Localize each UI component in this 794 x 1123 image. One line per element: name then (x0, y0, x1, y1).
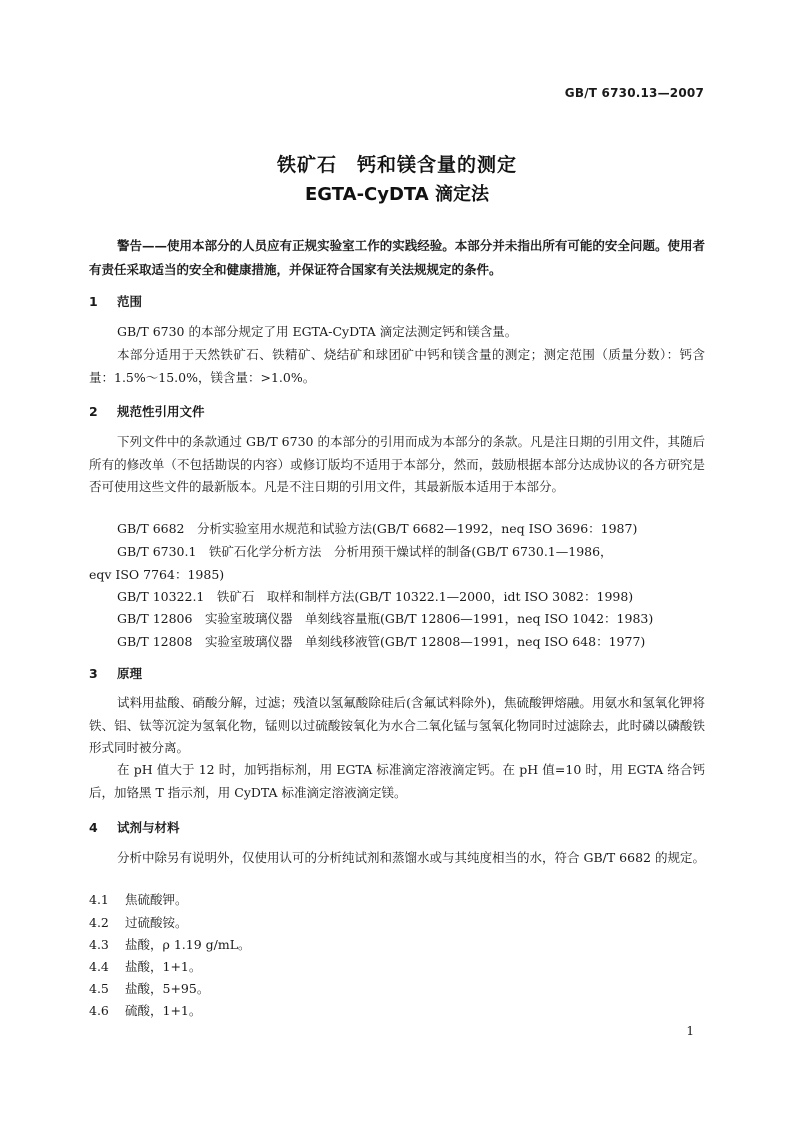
section-number: 3 (89, 666, 98, 681)
item-number: 4.1 (89, 892, 109, 907)
section-1-heading (89, 292, 142, 310)
section-3-paragraph-1: 试料用盐酸、硝酸分解，过滤；残渣以氢氟酸除硅后(含氟试料除外)，焦硫酸钾熔融。用氨水和氢氧化钾将铁、铝、钛等沉淀为氢氧化物，锰则以过硫酸铵氧化为水合二氧化锰与氢氧化物同时过滤除去，此时磷以磷酸铁形式同时被分离。 (89, 695, 705, 755)
item-text: 硫酸，1+1。 (125, 1003, 202, 1018)
reference-item: GB/T 12806 实验室玻璃仪器 单刻线容量瓶(GB/T 12806—1991，neq ISO 1042：1983) (117, 611, 654, 626)
document-subtitle: EGTA-CyDTA 滴定法 (305, 184, 489, 205)
section-title: 范围 (117, 294, 143, 309)
standard-code: GB/T 6730.13—2007 (564, 86, 704, 100)
list-item (89, 935, 251, 953)
item-text: 焦硫酸钾。 (125, 892, 188, 907)
section-title: 规范性引用文件 (117, 404, 205, 419)
list-item (89, 979, 209, 997)
list-item (89, 913, 188, 931)
item-number: 4.2 (89, 915, 109, 930)
page-number: 1 (686, 1024, 694, 1038)
item-text: 盐酸，5+95。 (125, 981, 210, 996)
section-number: 4 (89, 820, 98, 835)
section-2-paragraph-1: 下列文件中的条款通过 GB/T 6730 的本部分的引用而成为本部分的条款。凡是注日期的引用文件，其随后所有的修改单（不包括勘误的内容）或修订版均不适用于本部分，然而，鼓励根据本部分达成协议的各方研究是否可使用这些文件的最新版本。凡是不注日期的引用文件，其最新版本适用于本部分。 (89, 434, 705, 494)
reference-item: GB/T 12808 实验室玻璃仪器 单刻线移液管(GB/T 12808—1991，neq ISO 648：1977) (117, 634, 646, 649)
item-number: 4.4 (89, 959, 109, 974)
reference-item-continuation: eqv ISO 7764：1985) (89, 567, 225, 582)
section-title: 试剂与材料 (117, 820, 180, 835)
document-title: 铁矿石 钙和镁含量的测定 (276, 154, 517, 176)
section-4-paragraph-1: 分析中除另有说明外，仅使用认可的分析纯试剂和蒸馏水或与其纯度相当的水，符合 GB/T 6682 的规定。 (117, 850, 705, 865)
item-number: 4.3 (89, 937, 109, 952)
section-1-paragraph-2: 本部分适用于天然铁矿石、铁精矿、烧结矿和球团矿中钙和镁含量的测定；测定范围（质量分数）：钙含量：1.5%～15.0%，镁含量：>1.0%。 (89, 347, 705, 385)
section-number: 1 (89, 294, 98, 309)
section-2-heading (89, 402, 205, 420)
section-3-paragraph-2: 在 pH 值大于 12 时，加钙指标剂，用 EGTA 标准滴定溶液滴定钙。在 pH 值=10 时，用 EGTA 络合钙后，加铬黑 T 指示剂，用 CyDTA 标准滴定溶液滴定镁。 (89, 762, 705, 800)
item-text: 盐酸，1+1。 (125, 959, 202, 974)
section-3-heading (89, 664, 142, 682)
item-text: 过硫酸铵。 (125, 915, 188, 930)
list-item (89, 1001, 201, 1019)
reference-item: GB/T 6682 分析实验室用水规范和试验方法(GB/T 6682—1992，neq ISO 3696：1987) (117, 521, 638, 536)
list-item (89, 957, 201, 975)
section-number: 2 (89, 404, 98, 419)
reference-item: GB/T 6730.1 铁矿石化学分析方法 分析用预干燥试样的制备(GB/T 6730.1—1986， (117, 544, 613, 559)
section-title: 原理 (117, 666, 143, 681)
section-4-heading (89, 818, 180, 836)
section-1-paragraph-1: GB/T 6730 的本部分规定了用 EGTA-CyDTA 滴定法测定钙和镁含量。 (117, 324, 518, 339)
list-item (89, 890, 188, 908)
item-number: 4.5 (89, 981, 109, 996)
item-number: 4.6 (89, 1003, 109, 1018)
item-text: 盐酸，ρ 1.19 g/mL。 (125, 937, 251, 952)
reference-item: GB/T 10322.1 铁矿石 取样和制样方法(GB/T 10322.1—2000，idt ISO 3082：1998) (117, 589, 634, 604)
warning-paragraph: 警告——使用本部分的人员应有正规实验室工作的实践经验。本部分并未指出所有可能的安全问题。使用者有责任采取适当的安全和健康措施，并保证符合国家有关法规规定的条件。 (89, 238, 705, 277)
